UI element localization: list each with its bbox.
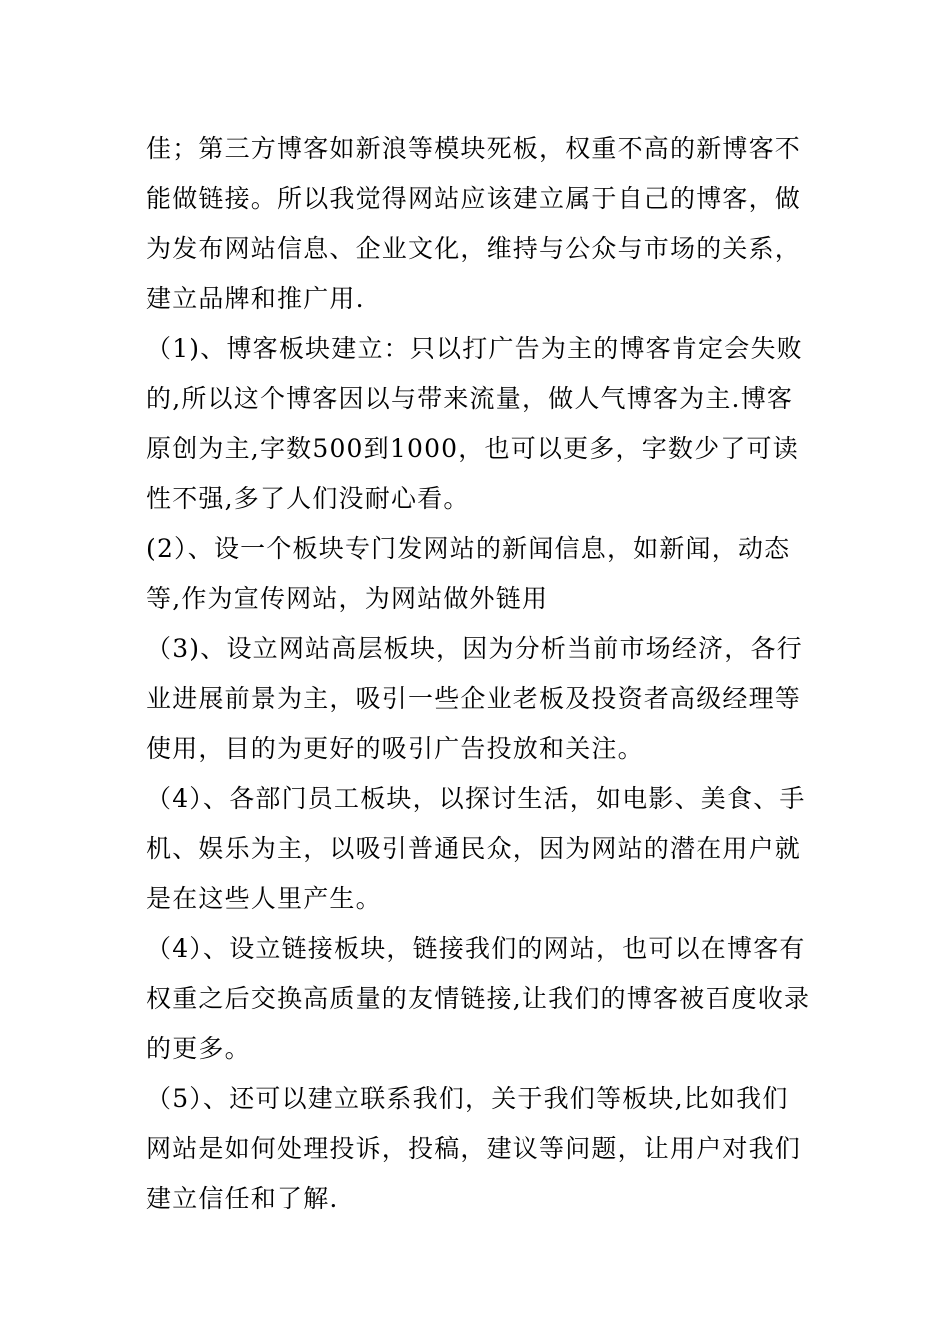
paragraph-item-5: （5）、还可以建立联系我们，关于我们等板块,比如我们网站是如何处理投诉，投稿，建议等问题，让用户对我们建立信任和了解. <box>146 1084 802 1213</box>
paragraph-item-4b: （4）、设立链接板块，链接我们的网站，也可以在博客有权重之后交换高质量的友情链接,让我们的博客被百度收录的更多。 <box>146 934 811 1063</box>
paragraph-item-3: （3)、设立网站高层板块，因为分析当前市场经济，各行业进展前景为主，吸引一些企业老板及投资者高级经理等使用，目的为更好的吸引广告投放和关注。 <box>146 634 803 763</box>
paragraph-item-1: （1)、博客板块建立：只以打广告为主的博客肯定会失败的,所以这个博客因以与带来流量，做人气博客为主.博客原创为主,字数500到1000，也可以更多，字数少了可读性不强,多了人们没耐心看。 <box>146 334 803 513</box>
paragraph-item-2: (2）、设一个板块专门发网站的新闻信息，如新闻，动态等,作为宣传网站，为网站做外链用 <box>146 534 791 613</box>
paragraph-item-4a: （4）、各部门员工板块，以探讨生活，如电影、美食、手机、娱乐为主，以吸引普通民众，因为网站的潜在用户就是在这些人里产生。 <box>146 784 806 913</box>
document-body <box>146 124 814 1224</box>
paragraph-blog-intro: 佳；第三方博客如新浪等模块死板，权重不高的新博客不能做链接。所以我觉得网站应该建立属于自己的博客，做为发布网站信息、企业文化，维持与公众与市场的关系，建立品牌和推广用. <box>146 134 802 313</box>
